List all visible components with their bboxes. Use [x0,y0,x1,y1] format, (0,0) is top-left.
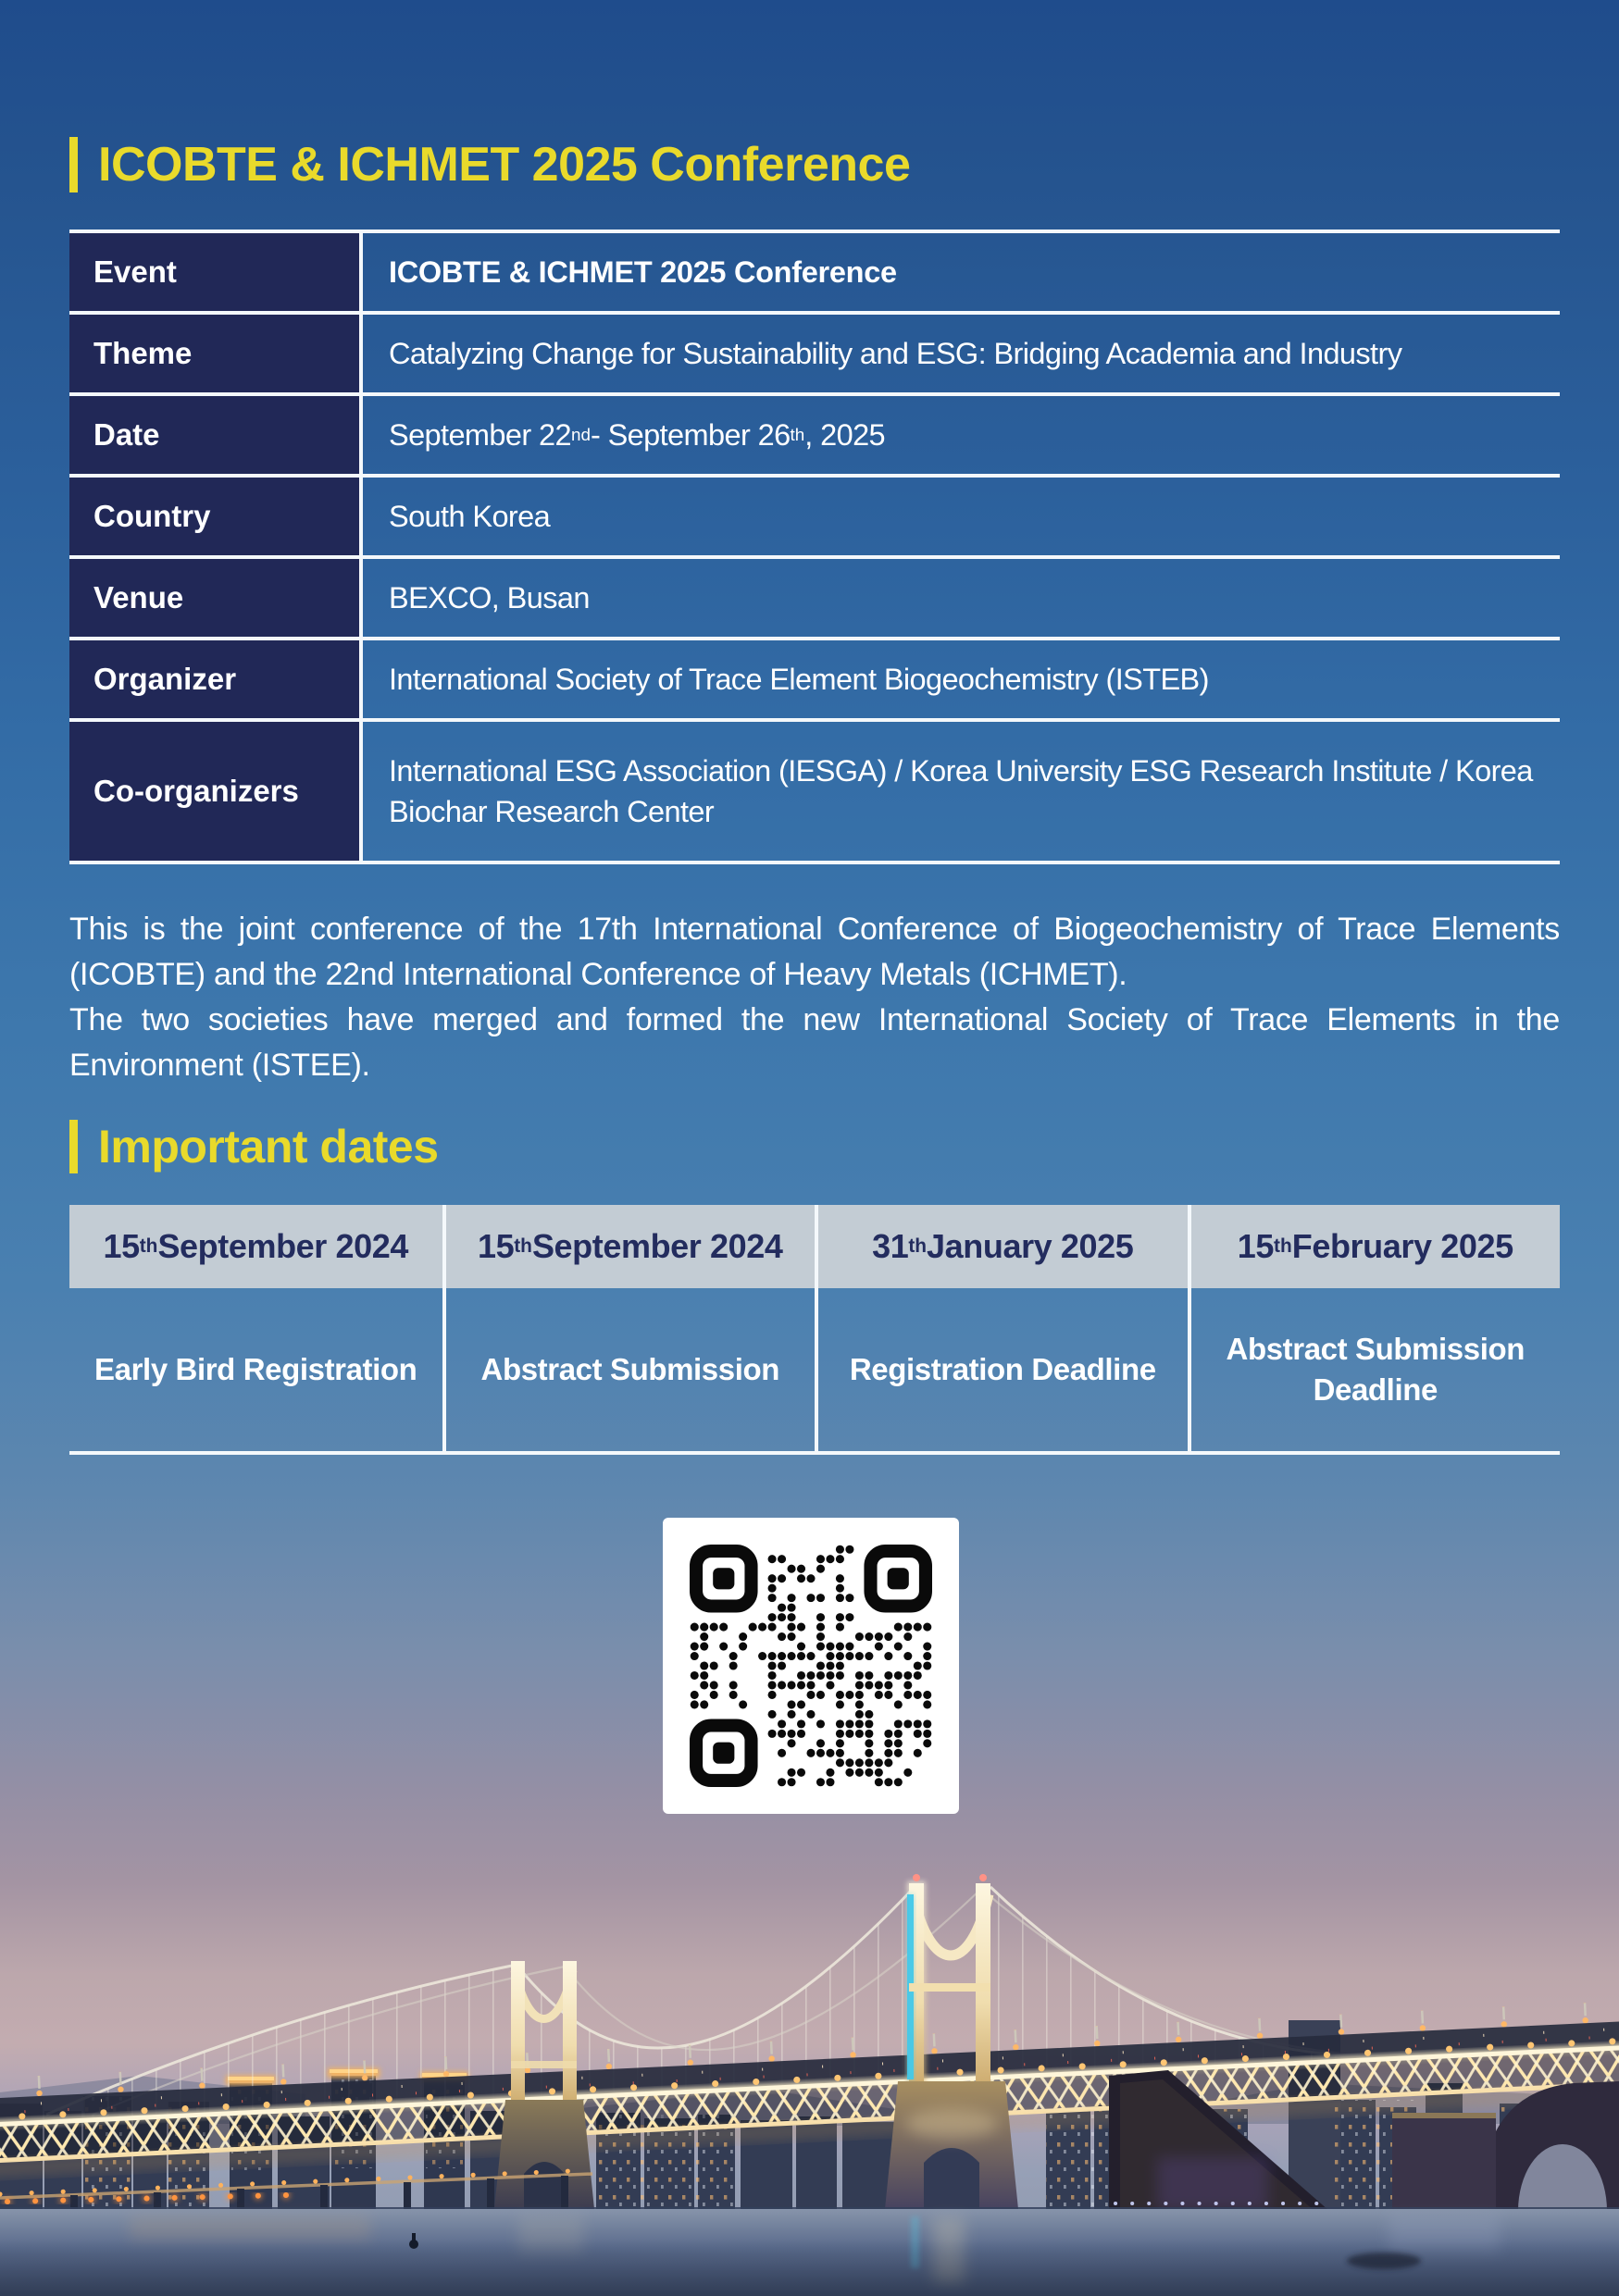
intro-text [69,907,1560,1088]
table-row-event [69,233,1560,315]
row-label: Event [69,233,359,311]
dates-label-row [69,1288,1560,1455]
qr-code-icon [690,1545,932,1787]
date-cell: 31 th January 2025 [815,1205,1188,1288]
row-label: Co-organizers [69,722,359,861]
intro-paragraph-2: The two societies have merged and formed the new International Society of Trace Elements in the Environment (ISTEE). [69,1002,1560,1083]
date-label-cell: Abstract Submission [442,1288,816,1451]
important-dates-heading-text: Important dates [98,1121,439,1173]
table-row-organizer [69,640,1560,722]
row-value: International Society of Trace Element Biogeochemistry (ISTEB) [359,640,1560,718]
table-row-co-organizers [69,722,1560,864]
row-value: Catalyzing Change for Sustainability and ESG: Bridging Academia and Industry [359,315,1560,392]
busan-bridge-photo [0,1806,1619,2296]
important-dates-heading [69,1120,439,1173]
table-row-date [69,396,1560,478]
row-label: Organizer [69,640,359,718]
date-label-cell: Early Bird Registration [94,1352,417,1386]
date-cell: 15 th September 2024 [103,1227,408,1265]
table-row-theme [69,315,1560,396]
row-label: Date [69,396,359,474]
heading-accent-bar [69,1120,78,1173]
conference-info-table [69,230,1560,864]
row-value: South Korea [359,478,1560,555]
intro-paragraph-1: This is the joint conference of the 17th International Conference of Biogeochemistry of Trace Elements (ICOBTE) and the 22nd International Conference of Heavy Metals (ICHMET). [69,912,1560,992]
row-value: International ESG Association (IESGA) / Korea University ESG Research Institute / Korea Biochar Research Center [359,722,1560,861]
row-value: BEXCO, Busan [359,559,1560,637]
date-label-cell: Registration Deadline [815,1288,1188,1451]
title-accent-bar [69,137,78,192]
row-label: Venue [69,559,359,637]
date-cell: 15 th February 2025 [1188,1205,1561,1288]
row-value: ICOBTE & ICHMET 2025 Conference [359,233,1560,311]
date-label-cell: Abstract Submission Deadline [1188,1288,1561,1451]
page-title-text: ICOBTE & ICHMET 2025 Conference [98,138,911,192]
table-row-venue [69,559,1560,640]
row-value: September 22 nd - September 26 th , 2025 [359,396,1560,474]
important-dates-table [69,1205,1560,1455]
page-title [69,137,910,192]
table-row-country [69,478,1560,559]
qr-code [663,1518,959,1814]
row-label: Theme [69,315,359,392]
water [0,2207,1619,2296]
row-label: Country [69,478,359,555]
dates-header-row [69,1205,1560,1288]
date-cell: 15 th September 2024 [442,1205,816,1288]
